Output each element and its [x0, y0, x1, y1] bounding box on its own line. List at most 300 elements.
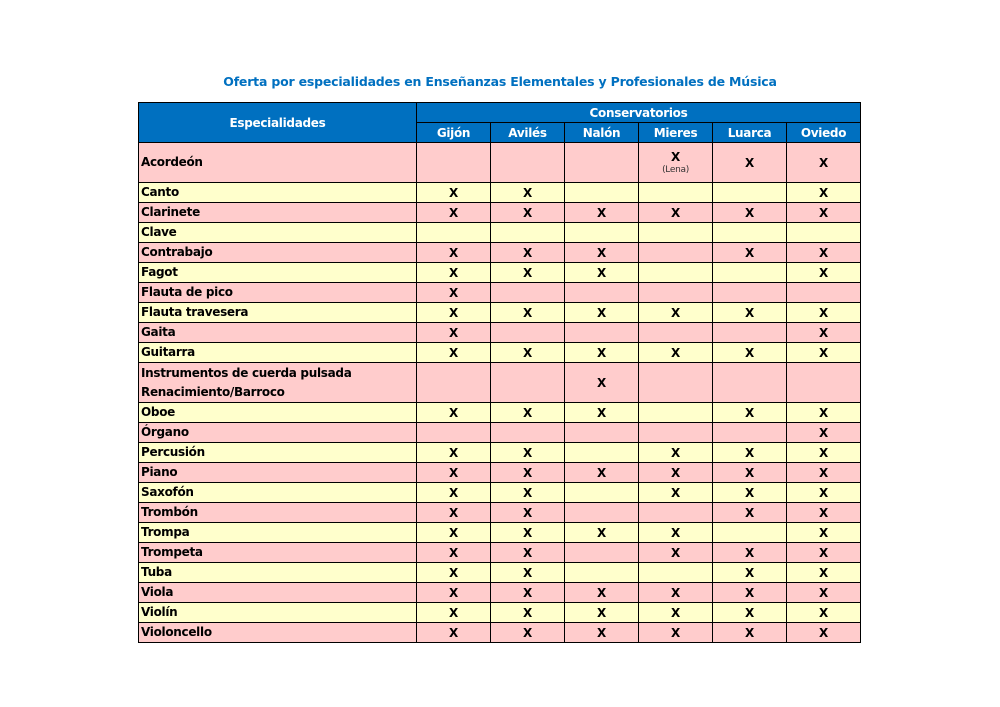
availability-cell [417, 263, 491, 283]
availability-mark: X [449, 345, 458, 360]
availability-cell [491, 423, 565, 443]
availability-mark: X [819, 205, 828, 220]
specialty-label: Clave [141, 225, 177, 239]
availability-cell [787, 263, 861, 283]
availability-cell [417, 183, 491, 203]
availability-cell [639, 363, 713, 403]
availability-cell [491, 183, 565, 203]
availability-cell [787, 563, 861, 583]
availability-cell [417, 203, 491, 223]
specialty-name [139, 603, 417, 623]
availability-mark: X [671, 485, 680, 500]
availability-cell [491, 463, 565, 483]
specialty-label: Viola [141, 585, 174, 599]
availability-cell [787, 443, 861, 463]
availability-cell [713, 243, 787, 263]
availability-mark: X [819, 265, 828, 280]
availability-cell [565, 623, 639, 643]
specialty-name [139, 623, 417, 643]
specialty-name [139, 463, 417, 483]
availability-cell [417, 603, 491, 623]
availability-cell [565, 203, 639, 223]
availability-mark: X [449, 485, 458, 500]
availability-mark: X [449, 245, 458, 260]
availability-mark: X [597, 525, 606, 540]
specialties-header: Especialidades [139, 103, 417, 143]
availability-mark: X [597, 405, 606, 420]
table-row [139, 403, 861, 423]
table-row [139, 143, 861, 183]
page-title: Oferta por especialidades en Enseñanzas Elementales y Profesionales de Música [223, 74, 777, 89]
availability-mark: X [745, 485, 754, 500]
availability-cell [787, 143, 861, 183]
availability-mark: X [449, 305, 458, 320]
availability-mark: X [819, 305, 828, 320]
availability-cell [417, 563, 491, 583]
availability-cell [565, 283, 639, 303]
availability-mark: X [819, 185, 828, 200]
availability-mark: X [745, 305, 754, 320]
specialty-name [139, 443, 417, 463]
availability-mark: X [819, 605, 828, 620]
specialty-label: Trompa [141, 525, 190, 539]
availability-cell [639, 143, 713, 183]
availability-cell [713, 303, 787, 323]
availability-mark: X [449, 585, 458, 600]
specialty-name [139, 143, 417, 183]
specialty-name [139, 563, 417, 583]
availability-mark: X [523, 625, 532, 640]
availability-mark: X [819, 525, 828, 540]
availability-cell [417, 543, 491, 563]
table-row [139, 343, 861, 363]
availability-mark: X [819, 465, 828, 480]
availability-cell [491, 503, 565, 523]
table-row [139, 443, 861, 463]
availability-cell [417, 283, 491, 303]
table-row [139, 483, 861, 503]
table-row [139, 323, 861, 343]
specialty-label: Fagot [141, 265, 178, 279]
availability-mark: X [745, 445, 754, 460]
location-note: (Lena) [662, 164, 689, 175]
availability-cell [417, 303, 491, 323]
availability-cell [787, 503, 861, 523]
conservatories-header: Conservatorios [417, 103, 861, 123]
specialty-name [139, 323, 417, 343]
availability-cell [491, 543, 565, 563]
specialty-name [139, 183, 417, 203]
availability-cell [565, 463, 639, 483]
specialty-name [139, 303, 417, 323]
specialty-name [139, 363, 417, 403]
availability-cell [787, 583, 861, 603]
availability-cell [639, 323, 713, 343]
availability-mark: X [819, 625, 828, 640]
availability-mark: X [597, 585, 606, 600]
table-row [139, 243, 861, 263]
availability-mark: X [597, 375, 606, 390]
availability-cell [491, 203, 565, 223]
availability-mark: X [449, 605, 458, 620]
availability-cell [417, 523, 491, 543]
specialty-name [139, 343, 417, 363]
availability-cell [787, 543, 861, 563]
availability-cell [787, 363, 861, 403]
specialty-label: Trompeta [141, 545, 203, 559]
availability-cell [639, 423, 713, 443]
availability-mark: X [819, 345, 828, 360]
column-header-luarca: Luarca [713, 123, 787, 143]
availability-mark: X [745, 505, 754, 520]
availability-mark: X [523, 465, 532, 480]
availability-cell [417, 223, 491, 243]
availability-mark: X [671, 205, 680, 220]
availability-cell [787, 483, 861, 503]
availability-mark: X [745, 155, 754, 170]
availability-cell [491, 403, 565, 423]
availability-cell [713, 623, 787, 643]
availability-cell [565, 443, 639, 463]
table-row [139, 503, 861, 523]
availability-cell [639, 343, 713, 363]
availability-mark: X [449, 445, 458, 460]
availability-cell [417, 323, 491, 343]
availability-mark: X [597, 625, 606, 640]
specialty-label: Violín [141, 605, 178, 619]
availability-cell [491, 223, 565, 243]
availability-cell [491, 263, 565, 283]
table-row [139, 603, 861, 623]
specialty-label: Acordeón [141, 155, 203, 169]
availability-mark: X [523, 605, 532, 620]
availability-cell [565, 423, 639, 443]
availability-mark: X [745, 605, 754, 620]
availability-cell [639, 263, 713, 283]
availability-cell [639, 283, 713, 303]
availability-mark: X [745, 405, 754, 420]
availability-mark: X [523, 265, 532, 280]
availability-cell [713, 463, 787, 483]
table-row [139, 263, 861, 283]
specialty-name [139, 283, 417, 303]
availability-mark: X [523, 205, 532, 220]
availability-cell [639, 483, 713, 503]
specialty-label: Instrumentos de cuerda pulsada [141, 365, 352, 380]
availability-cell [713, 603, 787, 623]
availability-mark: X [745, 565, 754, 580]
specialty-label: Flauta de pico [141, 285, 233, 299]
specialty-name [139, 203, 417, 223]
availability-mark: X [523, 565, 532, 580]
availability-mark: X [671, 545, 680, 560]
availability-cell [639, 523, 713, 543]
column-header-gijon: Gijón [417, 123, 491, 143]
availability-mark: X [819, 585, 828, 600]
availability-mark: X [819, 545, 828, 560]
specialty-label: Saxofón [141, 485, 194, 499]
specialty-name [139, 423, 417, 443]
availability-cell [565, 183, 639, 203]
availability-mark: X [597, 205, 606, 220]
specialty-name [139, 223, 417, 243]
availability-mark: X [523, 485, 532, 500]
column-header-nalon: Nalón [565, 123, 639, 143]
availability-cell [713, 343, 787, 363]
availability-cell [491, 563, 565, 583]
table-row [139, 303, 861, 323]
availability-cell [565, 323, 639, 343]
availability-cell [713, 483, 787, 503]
availability-cell [787, 463, 861, 483]
availability-cell [639, 563, 713, 583]
availability-mark: X [449, 545, 458, 560]
availability-cell [639, 243, 713, 263]
availability-cell [417, 403, 491, 423]
specialty-name [139, 243, 417, 263]
availability-cell [713, 323, 787, 343]
availability-cell [713, 143, 787, 183]
specialty-name [139, 263, 417, 283]
availability-mark: X [449, 525, 458, 540]
availability-cell [787, 523, 861, 543]
availability-mark: X [523, 345, 532, 360]
availability-cell [565, 263, 639, 283]
availability-cell [787, 423, 861, 443]
availability-mark: X [523, 305, 532, 320]
specialty-label: Piano [141, 465, 178, 479]
availability-cell [713, 263, 787, 283]
availability-mark: X [523, 185, 532, 200]
availability-mark: X [819, 325, 828, 340]
table-row [139, 583, 861, 603]
availability-cell [787, 343, 861, 363]
availability-cell [565, 563, 639, 583]
availability-cell [713, 223, 787, 243]
availability-mark: X [449, 185, 458, 200]
specialty-label: Trombón [141, 505, 198, 519]
availability-mark: X [523, 585, 532, 600]
availability-cell [713, 543, 787, 563]
table-row [139, 183, 861, 203]
availability-cell [417, 503, 491, 523]
specialty-label-line2: Renacimiento/Barroco [141, 384, 285, 399]
availability-cell [417, 463, 491, 483]
specialty-label: Oboe [141, 405, 175, 419]
availability-cell [787, 323, 861, 343]
availability-cell [565, 403, 639, 423]
availability-cell [565, 303, 639, 323]
availability-cell [565, 343, 639, 363]
availability-mark: X [671, 585, 680, 600]
availability-cell [417, 443, 491, 463]
availability-cell [491, 523, 565, 543]
availability-cell [417, 363, 491, 403]
availability-mark: X [523, 505, 532, 520]
availability-mark: X [523, 445, 532, 460]
availability-mark: X [745, 245, 754, 260]
table-row [139, 463, 861, 483]
availability-cell [417, 623, 491, 643]
availability-mark: X [671, 345, 680, 360]
availability-cell [639, 623, 713, 643]
availability-cell [565, 603, 639, 623]
availability-mark: X [819, 245, 828, 260]
availability-mark: X [745, 545, 754, 560]
availability-mark: X [449, 285, 458, 300]
availability-cell [565, 143, 639, 183]
specialty-label: Percusión [141, 445, 205, 459]
availability-cell [713, 523, 787, 543]
availability-cell [491, 603, 565, 623]
specialty-label: Gaita [141, 325, 176, 339]
availability-cell [491, 583, 565, 603]
availability-cell [639, 223, 713, 243]
column-header-mieres: Mieres [639, 123, 713, 143]
availability-cell [639, 463, 713, 483]
table-row [139, 543, 861, 563]
specialty-name [139, 403, 417, 423]
availability-cell [417, 483, 491, 503]
availability-cell [787, 203, 861, 223]
availability-cell [787, 603, 861, 623]
availability-mark: X [449, 405, 458, 420]
availability-mark: X [449, 625, 458, 640]
availability-cell [787, 223, 861, 243]
availability-cell [713, 583, 787, 603]
table-row [139, 283, 861, 303]
availability-cell [713, 403, 787, 423]
availability-mark: X [819, 405, 828, 420]
availability-cell [713, 443, 787, 463]
specialty-label: Tuba [141, 565, 172, 579]
table-row [139, 623, 861, 643]
availability-cell [713, 203, 787, 223]
availability-mark: X [745, 205, 754, 220]
availability-cell [713, 503, 787, 523]
specialty-label: Flauta travesera [141, 305, 249, 319]
availability-cell [491, 483, 565, 503]
availability-mark: X [671, 305, 680, 320]
availability-mark: X [449, 265, 458, 280]
table-body [139, 143, 861, 643]
availability-cell [639, 603, 713, 623]
availability-cell [491, 623, 565, 643]
availability-cell [639, 203, 713, 223]
availability-cell [491, 363, 565, 403]
availability-cell [787, 623, 861, 643]
availability-cell [565, 503, 639, 523]
availability-cell [639, 303, 713, 323]
availability-mark: X [671, 149, 680, 164]
availability-cell [639, 183, 713, 203]
availability-cell [565, 523, 639, 543]
availability-mark: X [449, 565, 458, 580]
table-row [139, 563, 861, 583]
availability-cell [417, 583, 491, 603]
availability-cell [491, 343, 565, 363]
specialty-label: Órgano [141, 425, 189, 439]
availability-cell [787, 283, 861, 303]
column-header-oviedo: Oviedo [787, 123, 861, 143]
availability-mark: X [449, 205, 458, 220]
availability-mark: X [597, 465, 606, 480]
availability-cell [491, 443, 565, 463]
availability-cell [491, 243, 565, 263]
availability-cell [491, 283, 565, 303]
availability-mark: X [745, 625, 754, 640]
specialty-name [139, 523, 417, 543]
table-row [139, 203, 861, 223]
availability-cell [565, 223, 639, 243]
specialty-label: Contrabajo [141, 245, 213, 259]
availability-mark: X [819, 485, 828, 500]
table-row [139, 363, 861, 403]
availability-mark: X [597, 605, 606, 620]
availability-cell [565, 583, 639, 603]
availability-cell [639, 543, 713, 563]
availability-mark: X [597, 245, 606, 260]
availability-cell [491, 303, 565, 323]
specialty-name [139, 483, 417, 503]
availability-mark: X [671, 605, 680, 620]
availability-cell [639, 403, 713, 423]
availability-mark: X [671, 465, 680, 480]
availability-mark: X [523, 405, 532, 420]
specialties-table [138, 102, 861, 643]
availability-mark: X [597, 345, 606, 360]
availability-cell [639, 503, 713, 523]
specialty-label: Violoncello [141, 625, 212, 639]
table-row [139, 223, 861, 243]
availability-cell [491, 143, 565, 183]
availability-mark: X [819, 565, 828, 580]
availability-mark: X [671, 445, 680, 460]
availability-mark: X [671, 525, 680, 540]
availability-cell [565, 243, 639, 263]
table-row [139, 423, 861, 443]
availability-mark: X [819, 425, 828, 440]
availability-cell [417, 423, 491, 443]
specialty-name [139, 503, 417, 523]
availability-cell [787, 303, 861, 323]
availability-cell [417, 143, 491, 183]
availability-cell [417, 243, 491, 263]
table-row [139, 523, 861, 543]
specialty-name [139, 543, 417, 563]
availability-mark: X [449, 325, 458, 340]
availability-mark: X [671, 625, 680, 640]
availability-mark: X [523, 545, 532, 560]
availability-cell [787, 243, 861, 263]
availability-mark: X [745, 345, 754, 360]
availability-cell [417, 343, 491, 363]
availability-cell [787, 403, 861, 423]
availability-cell [713, 423, 787, 443]
specialty-label: Clarinete [141, 205, 200, 219]
specialty-label: Guitarra [141, 345, 195, 359]
availability-cell [713, 363, 787, 403]
availability-cell [491, 323, 565, 343]
column-header-aviles: Avilés [491, 123, 565, 143]
availability-mark: X [449, 465, 458, 480]
availability-cell [639, 583, 713, 603]
availability-mark: X [745, 465, 754, 480]
availability-mark: X [449, 505, 458, 520]
availability-cell [565, 543, 639, 563]
availability-cell [713, 183, 787, 203]
availability-cell [713, 283, 787, 303]
